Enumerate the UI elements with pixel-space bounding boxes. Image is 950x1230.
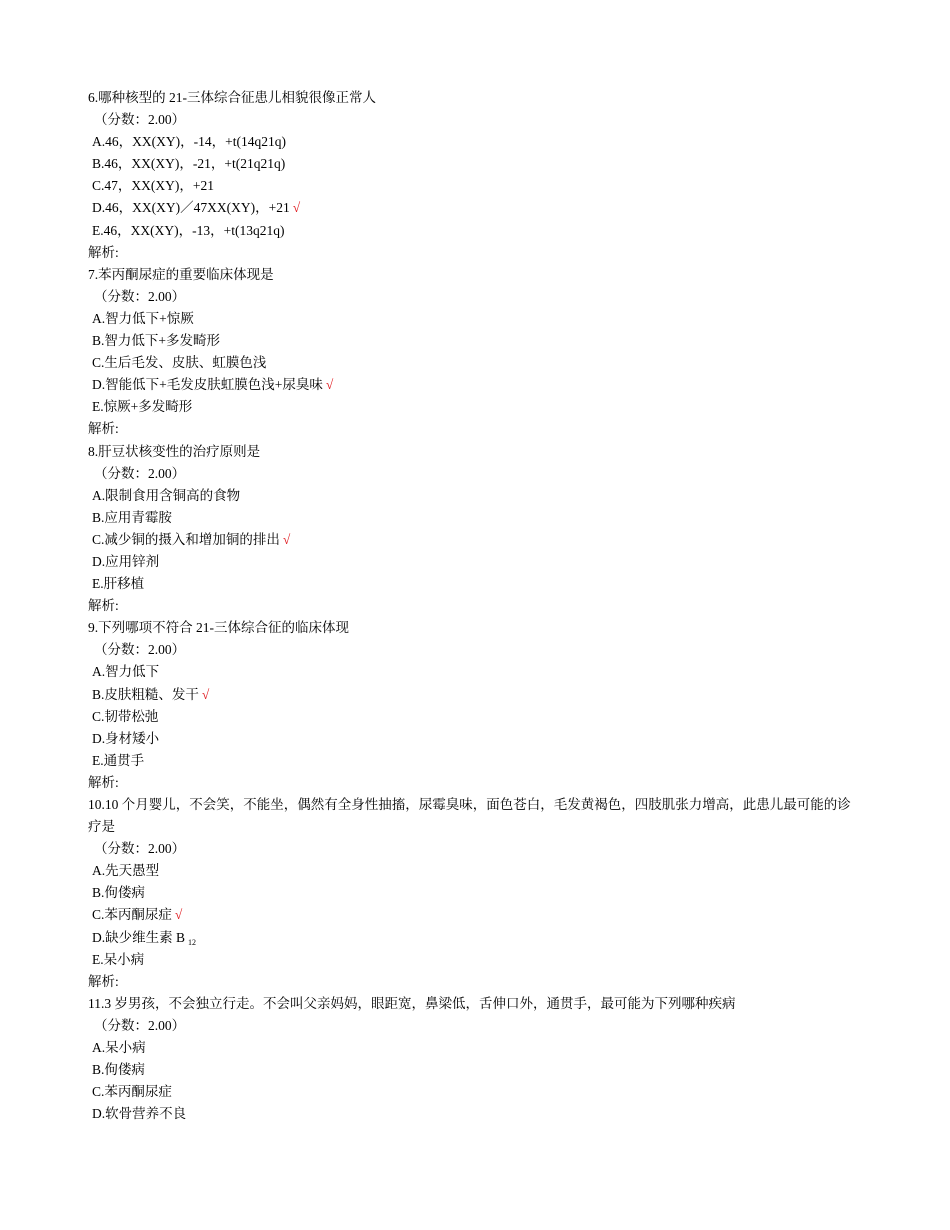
analysis-label: 解析:	[88, 421, 119, 437]
question-score: （分数：2.00）	[94, 1017, 186, 1033]
option-text: D.软骨营养不良	[92, 1106, 187, 1122]
answer-option	[88, 860, 858, 882]
question-score: （分数：2.00）	[94, 465, 186, 481]
option-text: C.生后毛发、皮肤、虹膜色浅	[92, 355, 267, 371]
option-text: B.应用青霉胺	[92, 509, 172, 525]
answer-option	[88, 330, 858, 352]
answer-option	[88, 573, 858, 595]
option-text: C.减少铜的摄入和增加铜的排出	[92, 531, 280, 547]
option-text: D.智能低下+毛发皮肤虹膜色浅+尿臭味	[92, 377, 323, 393]
option-text: B.佝偻病	[92, 1062, 145, 1078]
answer-option	[88, 1103, 858, 1125]
answer-option	[88, 197, 858, 219]
option-text: D.缺少维生素 B	[92, 929, 186, 945]
answer-option	[88, 750, 858, 772]
option-text: C.韧带松弛	[92, 708, 159, 724]
correct-answer-check-icon: √	[174, 907, 183, 923]
analysis-label: 解析:	[88, 774, 119, 790]
option-text: A.限制食用含铜高的食物	[92, 487, 241, 503]
answer-option	[88, 1037, 858, 1059]
correct-answer-check-icon: √	[292, 200, 301, 216]
option-text: A.智力低下+惊厥	[92, 310, 194, 326]
answer-option	[88, 352, 858, 374]
option-text: E.肝移植	[92, 576, 145, 592]
option-text: A.46，XX(XY)，-14，+t(14q21q)	[92, 134, 286, 150]
answer-option	[88, 684, 858, 706]
option-text: D.应用锌剂	[92, 553, 160, 569]
question-score: （分数：2.00）	[94, 642, 186, 658]
option-text: A.先天愚型	[92, 863, 160, 879]
answer-option	[88, 374, 858, 396]
answer-option	[88, 175, 858, 197]
question-block	[88, 87, 858, 264]
question-block	[88, 441, 858, 618]
question-stem: 7.苯丙酮尿症的重要临床体现是	[88, 266, 274, 282]
answer-option	[88, 661, 858, 683]
answer-option	[88, 904, 858, 926]
answer-option	[88, 1081, 858, 1103]
option-text: E.通贯手	[92, 752, 145, 768]
option-text: B.佝偻病	[92, 885, 145, 901]
question-score: （分数：2.00）	[94, 112, 186, 128]
question-block	[88, 794, 858, 993]
answer-option	[88, 927, 858, 949]
question-block	[88, 617, 858, 794]
question-stem: 8.肝豆状核变性的治疗原则是	[88, 443, 261, 459]
option-text: A.智力低下	[92, 664, 160, 680]
option-subscript: 12	[188, 937, 197, 947]
question-stem: 10.10 个月婴儿，不会笑，不能坐，偶然有全身性抽搐，尿霉臭味，面色苍白，毛发黄褐色，四肢肌张力增高，此患儿最可能的诊疗是	[88, 797, 851, 835]
answer-option	[88, 153, 858, 175]
answer-option	[88, 220, 858, 242]
question-document	[88, 87, 858, 1125]
question-stem: 9.下列哪项不符合 21-三体综合征的临床体现	[88, 620, 349, 636]
option-text: D.46，XX(XY)／47XX(XY)，+21	[92, 200, 290, 216]
option-text: B.皮肤粗糙、发干	[92, 686, 199, 702]
answer-option	[88, 507, 858, 529]
option-text: D.身材矮小	[92, 730, 160, 746]
option-text: A.呆小病	[92, 1040, 146, 1056]
question-score: （分数：2.00）	[94, 841, 186, 857]
answer-option	[88, 308, 858, 330]
option-text: C.苯丙酮尿症	[92, 1084, 172, 1100]
analysis-label: 解析:	[88, 244, 119, 260]
answer-option	[88, 529, 858, 551]
option-text: C.苯丙酮尿症	[92, 907, 172, 923]
correct-answer-check-icon: √	[325, 377, 334, 393]
question-stem: 11.3 岁男孩，不会独立行走。不会叫父亲妈妈，眼距宽，鼻梁低，舌伸口外，通贯手，最可能为下列哪种疾病	[88, 995, 736, 1011]
option-text: B.46，XX(XY)，-21，+t(21q21q)	[92, 156, 286, 172]
answer-option	[88, 882, 858, 904]
correct-answer-check-icon: √	[201, 686, 210, 702]
analysis-label: 解析:	[88, 598, 119, 614]
option-text: E.呆小病	[92, 951, 145, 967]
option-text: E.惊厥+多发畸形	[92, 399, 193, 415]
analysis-label: 解析:	[88, 973, 119, 989]
answer-option	[88, 485, 858, 507]
answer-option	[88, 1059, 858, 1081]
option-text: E.46，XX(XY)，-13，+t(13q21q)	[92, 222, 285, 238]
question-stem: 6.哪种核型的 21-三体综合征患儿相貌很像正常人	[88, 90, 376, 105]
question-block	[88, 264, 858, 441]
option-text: B.智力低下+多发畸形	[92, 333, 220, 349]
question-block	[88, 993, 858, 1126]
option-text: C.47，XX(XY)，+21	[92, 178, 214, 194]
question-score: （分数：2.00）	[94, 288, 186, 304]
answer-option	[88, 396, 858, 418]
answer-option	[88, 706, 858, 728]
answer-option	[88, 131, 858, 153]
answer-option	[88, 949, 858, 971]
answer-option	[88, 551, 858, 573]
correct-answer-check-icon: √	[282, 531, 291, 547]
answer-option	[88, 728, 858, 750]
